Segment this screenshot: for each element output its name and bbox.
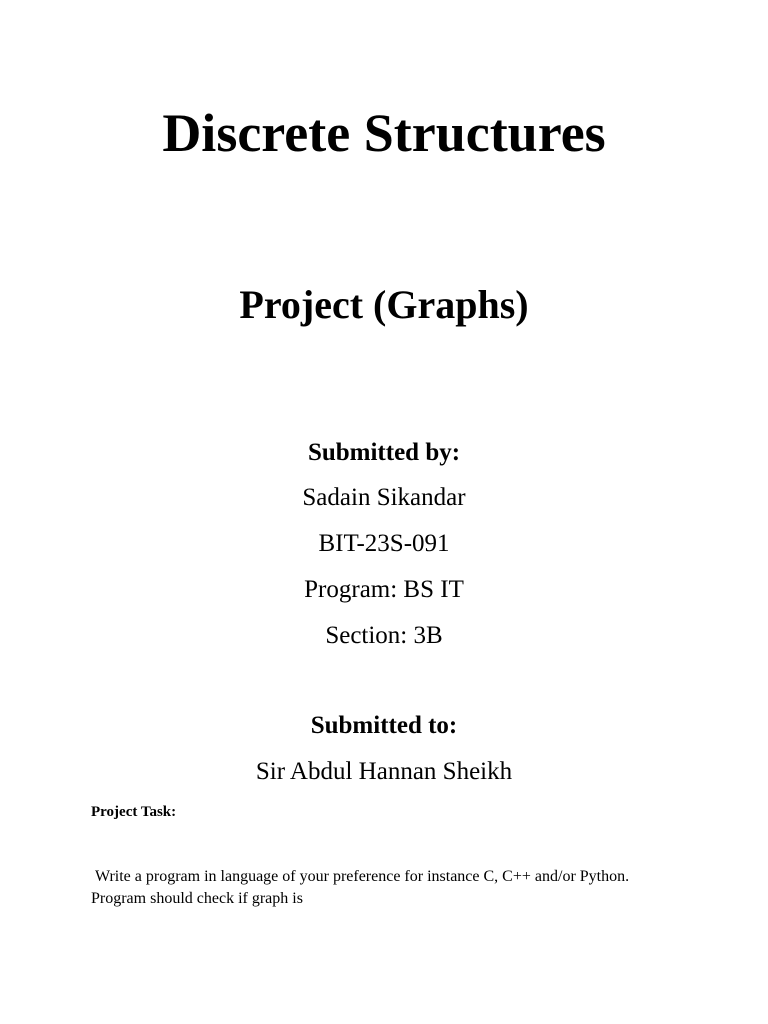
- student-name: Sadain Sikandar: [302, 484, 466, 511]
- submitted-by-heading: Submitted by:: [307, 439, 461, 466]
- document-title: Discrete Structures: [162, 103, 606, 163]
- instructor-name: Sir Abdul Hannan Sheikh: [255, 758, 513, 785]
- project-task-description: Write a program in language of your preference for instance C, C++ and/or Python. Program should check if graph is: [91, 868, 630, 907]
- submitted-to-heading: Submitted to:: [310, 712, 458, 739]
- student-program: Program: BS IT: [304, 576, 464, 603]
- student-section: Section: 3B: [325, 622, 443, 649]
- project-task-heading: Project Task:: [91, 804, 177, 820]
- student-roll-number: BIT-23S-091: [318, 530, 450, 557]
- project-subtitle: Project (Graphs): [239, 282, 529, 327]
